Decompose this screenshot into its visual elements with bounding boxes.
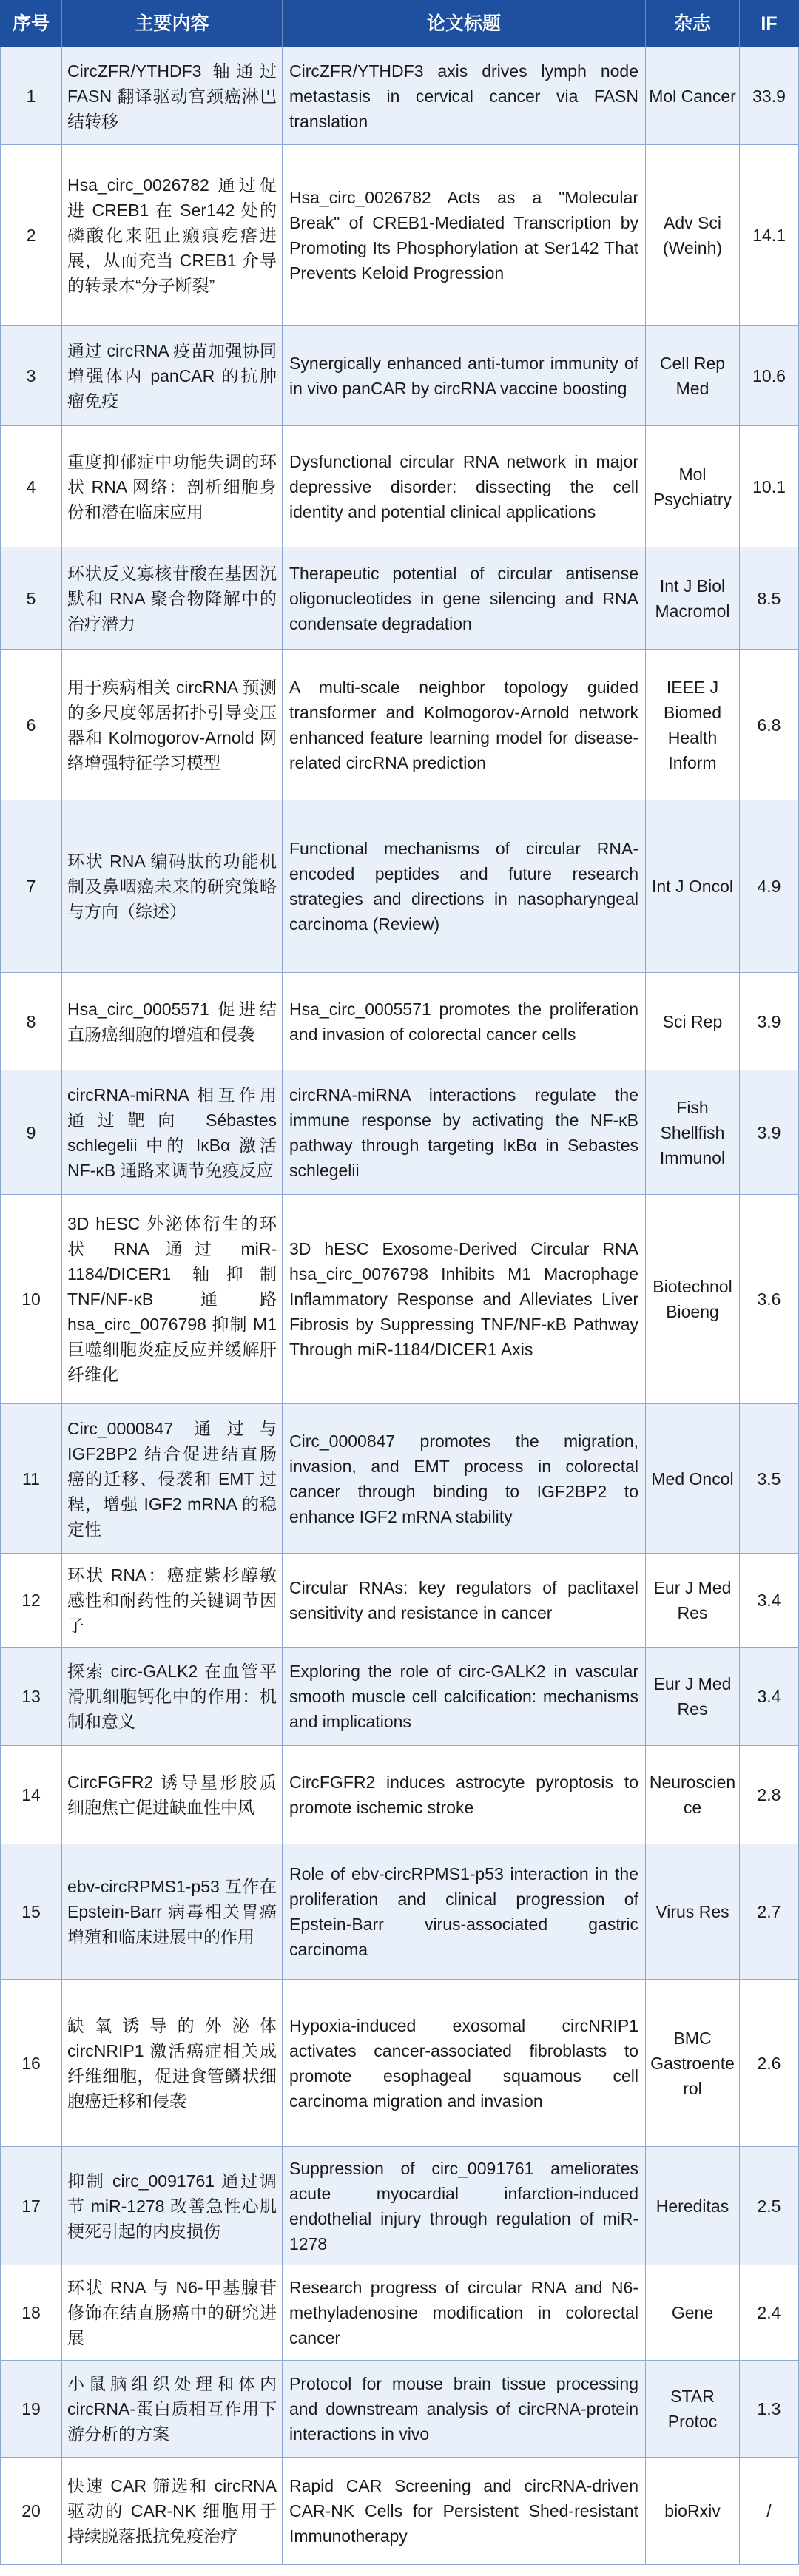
row-main-content: 快速 CAR 筛选和 circRNA 驱动的 CAR-NK 细胞用于持续脱落抵抗免疫治疗 <box>62 2458 283 2565</box>
header-main-content: 主要内容 <box>62 0 283 47</box>
table-row <box>0 2147 799 2265</box>
row-main-content: CircFGFR2 诱导星形胶质细胞焦亡促进缺血性中风 <box>62 1746 283 1844</box>
table-row <box>0 1404 799 1554</box>
row-impact-factor: 3.4 <box>740 1648 799 1746</box>
row-index: 15 <box>0 1844 62 1980</box>
table-row <box>0 547 799 650</box>
row-paper-title: Protocol for mouse brain tissue processing and downstream analysis of circRNA-protein interactions in vivo <box>283 2361 646 2458</box>
table-header <box>0 0 799 47</box>
row-paper-title: Research progress of circular RNA and N6-methyladenosine modification in colorectal cancer <box>283 2265 646 2361</box>
row-impact-factor: 3.5 <box>740 1404 799 1554</box>
row-main-content: Hsa_circ_0026782 通过促进 CREB1 在 Ser142 处的磷酸化来阻止瘢痕疙瘩进展，从而充当 CREB1 介导的转录本“分子断裂” <box>62 145 283 326</box>
table-row <box>0 1554 799 1648</box>
row-main-content: 用于疾病相关 circRNA 预测的多尺度邻居拓扑引导变压器和 Kolmogorov-Arnold 网络增强特征学习模型 <box>62 650 283 800</box>
row-main-content: 环状 RNA 编码肽的功能机制及鼻咽癌未来的研究策略与方向（综述） <box>62 800 283 973</box>
row-impact-factor: 3.4 <box>740 1554 799 1648</box>
row-main-content: 重度抑郁症中功能失调的环状 RNA 网络：剖析细胞身份和潜在临床应用 <box>62 426 283 547</box>
row-paper-title: Dysfunctional circular RNA network in major depressive disorder: dissecting the cell identity and potential clinical applications <box>283 426 646 547</box>
row-index: 7 <box>0 800 62 973</box>
header-paper-title: 论文标题 <box>283 0 646 47</box>
row-main-content: 缺氧诱导的外泌体 circNRIP1 激活癌症相关成纤维细胞，促进食管鳞状细胞癌迁移和侵袭 <box>62 1980 283 2147</box>
row-journal: bioRxiv <box>646 2458 740 2565</box>
table-row <box>0 1980 799 2147</box>
row-impact-factor: 10.6 <box>740 326 799 426</box>
header-journal: 杂志 <box>646 0 740 47</box>
row-paper-title: 3D hESC Exosome-Derived Circular RNA hsa_circ_0076798 Inhibits M1 Macrophage Inflammatory Response and Alleviates Liver Fibrosis by Suppressing TNF/NF-κB Pathway Through miR-1184/DICER1 Axis <box>283 1195 646 1404</box>
row-main-content: 小鼠脑组织处理和体内 circRNA-蛋白质相互作用下游分析的方案 <box>62 2361 283 2458</box>
table-row <box>0 1844 799 1980</box>
row-paper-title: Rapid CAR Screening and circRNA-driven CAR-NK Cells for Persistent Shed-resistant Immunotherapy <box>283 2458 646 2565</box>
row-main-content: ebv-circRPMS1-p53 互作在 Epstein-Barr 病毒相关胃癌增殖和临床进展中的作用 <box>62 1844 283 1980</box>
row-paper-title: Circular RNAs: key regulators of paclitaxel sensitivity and resistance in cancer <box>283 1554 646 1648</box>
table-body <box>0 47 799 2565</box>
table-row <box>0 1746 799 1844</box>
table-row <box>0 47 799 145</box>
row-journal: Int J Oncol <box>646 800 740 973</box>
table-row <box>0 145 799 326</box>
row-paper-title: circRNA-miRNA interactions regulate the immune response by activating the NF-κB pathway through targeting IκBα in Sebastes schlegelii <box>283 1070 646 1195</box>
row-journal: Biotechnol Bioeng <box>646 1195 740 1404</box>
row-journal: Int J Biol Macromol <box>646 547 740 650</box>
row-main-content: 抑制 circ_0091761 通过调节 miR-1278 改善急性心肌梗死引起的内皮损伤 <box>62 2147 283 2265</box>
row-paper-title: A multi-scale neighbor topology guided transformer and Kolmogorov-Arnold network enhanced feature learning model for disease-related circRNA prediction <box>283 650 646 800</box>
row-main-content: CircZFR/YTHDF3 轴通过 FASN 翻译驱动宫颈癌淋巴结转移 <box>62 47 283 145</box>
row-journal: Gene <box>646 2265 740 2361</box>
row-index: 12 <box>0 1554 62 1648</box>
row-journal: Eur J Med Res <box>646 1554 740 1648</box>
row-main-content: Circ_0000847 通过与 IGF2BP2 结合促进结直肠癌的迁移、侵袭和 EMT 过程，增强 IGF2 mRNA 的稳定性 <box>62 1404 283 1554</box>
row-main-content: 环状 RNA：癌症紫杉醇敏感性和耐药性的关键调节因子 <box>62 1554 283 1648</box>
table-row <box>0 650 799 800</box>
table-row <box>0 326 799 426</box>
row-impact-factor: 14.1 <box>740 145 799 326</box>
row-index: 1 <box>0 47 62 145</box>
row-journal: Sci Rep <box>646 973 740 1070</box>
row-journal: Mol Cancer <box>646 47 740 145</box>
row-impact-factor: 2.5 <box>740 2147 799 2265</box>
table-row <box>0 426 799 547</box>
row-journal: IEEE J Biomed Health Inform <box>646 650 740 800</box>
row-impact-factor: 33.9 <box>740 47 799 145</box>
row-paper-title: Therapeutic potential of circular antisense oligonucleotides in gene silencing and RNA condensate degradation <box>283 547 646 650</box>
row-journal: Adv Sci (Weinh) <box>646 145 740 326</box>
table-row <box>0 2458 799 2565</box>
row-index: 4 <box>0 426 62 547</box>
row-index: 9 <box>0 1070 62 1195</box>
row-paper-title: Hsa_circ_0026782 Acts as a "Molecular Break" of CREB1-Mediated Transcription by Promoting Its Phosphorylation at Ser142 That Prevents Keloid Progression <box>283 145 646 326</box>
row-journal: Neuroscience <box>646 1746 740 1844</box>
row-index: 5 <box>0 547 62 650</box>
row-paper-title: Hsa_circ_0005571 promotes the proliferation and invasion of colorectal cancer cells <box>283 973 646 1070</box>
row-paper-title: Hypoxia-induced exosomal circNRIP1 activates cancer-associated fibroblasts to promote esophageal squamous cell carcinoma migration and invasion <box>283 1980 646 2147</box>
header-impact-factor: IF <box>740 0 799 47</box>
table-row <box>0 1648 799 1746</box>
row-index: 8 <box>0 973 62 1070</box>
row-impact-factor: 10.1 <box>740 426 799 547</box>
table-row <box>0 2265 799 2361</box>
row-journal: Virus Res <box>646 1844 740 1980</box>
table-row <box>0 973 799 1070</box>
row-index: 14 <box>0 1746 62 1844</box>
row-index: 13 <box>0 1648 62 1746</box>
row-journal: Fish Shellfish Immunol <box>646 1070 740 1195</box>
row-journal: STAR Protoc <box>646 2361 740 2458</box>
row-main-content: 环状 RNA 与 N6-甲基腺苷修饰在结直肠癌中的研究进展 <box>62 2265 283 2361</box>
row-index: 3 <box>0 326 62 426</box>
row-journal: Eur J Med Res <box>646 1648 740 1746</box>
row-impact-factor: 2.7 <box>740 1844 799 1980</box>
table-row <box>0 1195 799 1404</box>
row-main-content: 探索 circ-GALK2 在血管平滑肌细胞钙化中的作用：机制和意义 <box>62 1648 283 1746</box>
header-index: 序号 <box>0 0 62 47</box>
row-impact-factor: / <box>740 2458 799 2565</box>
row-paper-title: Synergically enhanced anti-tumor immunity of in vivo panCAR by circRNA vaccine boosting <box>283 326 646 426</box>
row-paper-title: Circ_0000847 promotes the migration, invasion, and EMT process in colorectal cancer through binding to IGF2BP2 to enhance IGF2 mRNA stability <box>283 1404 646 1554</box>
row-main-content: Hsa_circ_0005571 促进结直肠癌细胞的增殖和侵袭 <box>62 973 283 1070</box>
table-row <box>0 800 799 973</box>
row-impact-factor: 8.5 <box>740 547 799 650</box>
row-index: 10 <box>0 1195 62 1404</box>
row-paper-title: Role of ebv-circRPMS1-p53 interaction in the proliferation and clinical progression of Epstein-Barr virus-associated gastric carcinoma <box>283 1844 646 1980</box>
row-impact-factor: 2.4 <box>740 2265 799 2361</box>
row-impact-factor: 2.8 <box>740 1746 799 1844</box>
row-impact-factor: 3.9 <box>740 973 799 1070</box>
row-index: 20 <box>0 2458 62 2565</box>
row-journal: Med Oncol <box>646 1404 740 1554</box>
row-journal: Cell Rep Med <box>646 326 740 426</box>
row-impact-factor: 6.8 <box>740 650 799 800</box>
row-main-content: 3D hESC 外泌体衍生的环状 RNA 通过 miR-1184/DICER1 轴抑制 TNF/NF-κB 通路 hsa_circ_0076798 抑制 M1 巨噬细胞炎症反应并缓解肝纤维化 <box>62 1195 283 1404</box>
row-main-content: 通过 circRNA 疫苗加强协同增强体内 panCAR 的抗肿瘤免疫 <box>62 326 283 426</box>
row-paper-title: CircFGFR2 induces astrocyte pyroptosis to promote ischemic stroke <box>283 1746 646 1844</box>
row-paper-title: Exploring the role of circ-GALK2 in vascular smooth muscle cell calcification: mechanisms and implications <box>283 1648 646 1746</box>
row-main-content: 环状反义寡核苷酸在基因沉默和 RNA 聚合物降解中的治疗潜力 <box>62 547 283 650</box>
row-paper-title: CircZFR/YTHDF3 axis drives lymph node metastasis in cervical cancer via FASN translation <box>283 47 646 145</box>
table-row <box>0 1070 799 1195</box>
row-index: 16 <box>0 1980 62 2147</box>
row-index: 2 <box>0 145 62 326</box>
row-index: 11 <box>0 1404 62 1554</box>
row-journal: Hereditas <box>646 2147 740 2265</box>
row-paper-title: Suppression of circ_0091761 ameliorates acute myocardial infarction-induced endothelial injury through regulation of miR-1278 <box>283 2147 646 2265</box>
row-index: 17 <box>0 2147 62 2265</box>
row-journal: Mol Psychiatry <box>646 426 740 547</box>
table-row <box>0 2361 799 2458</box>
row-impact-factor: 3.9 <box>740 1070 799 1195</box>
row-journal: BMC Gastroenterol <box>646 1980 740 2147</box>
row-impact-factor: 3.6 <box>740 1195 799 1404</box>
row-impact-factor: 1.3 <box>740 2361 799 2458</box>
row-index: 6 <box>0 650 62 800</box>
row-impact-factor: 2.6 <box>740 1980 799 2147</box>
row-index: 18 <box>0 2265 62 2361</box>
row-index: 19 <box>0 2361 62 2458</box>
row-main-content: circRNA-miRNA 相互作用通过靶向 Sébastes schlegelii 中的 IκBα 激活 NF-κB 通路来调节免疫反应 <box>62 1070 283 1195</box>
row-impact-factor: 4.9 <box>740 800 799 973</box>
row-paper-title: Functional mechanisms of circular RNA-encoded peptides and future research strategies and directions in nasopharyngeal carcinoma (Review) <box>283 800 646 973</box>
